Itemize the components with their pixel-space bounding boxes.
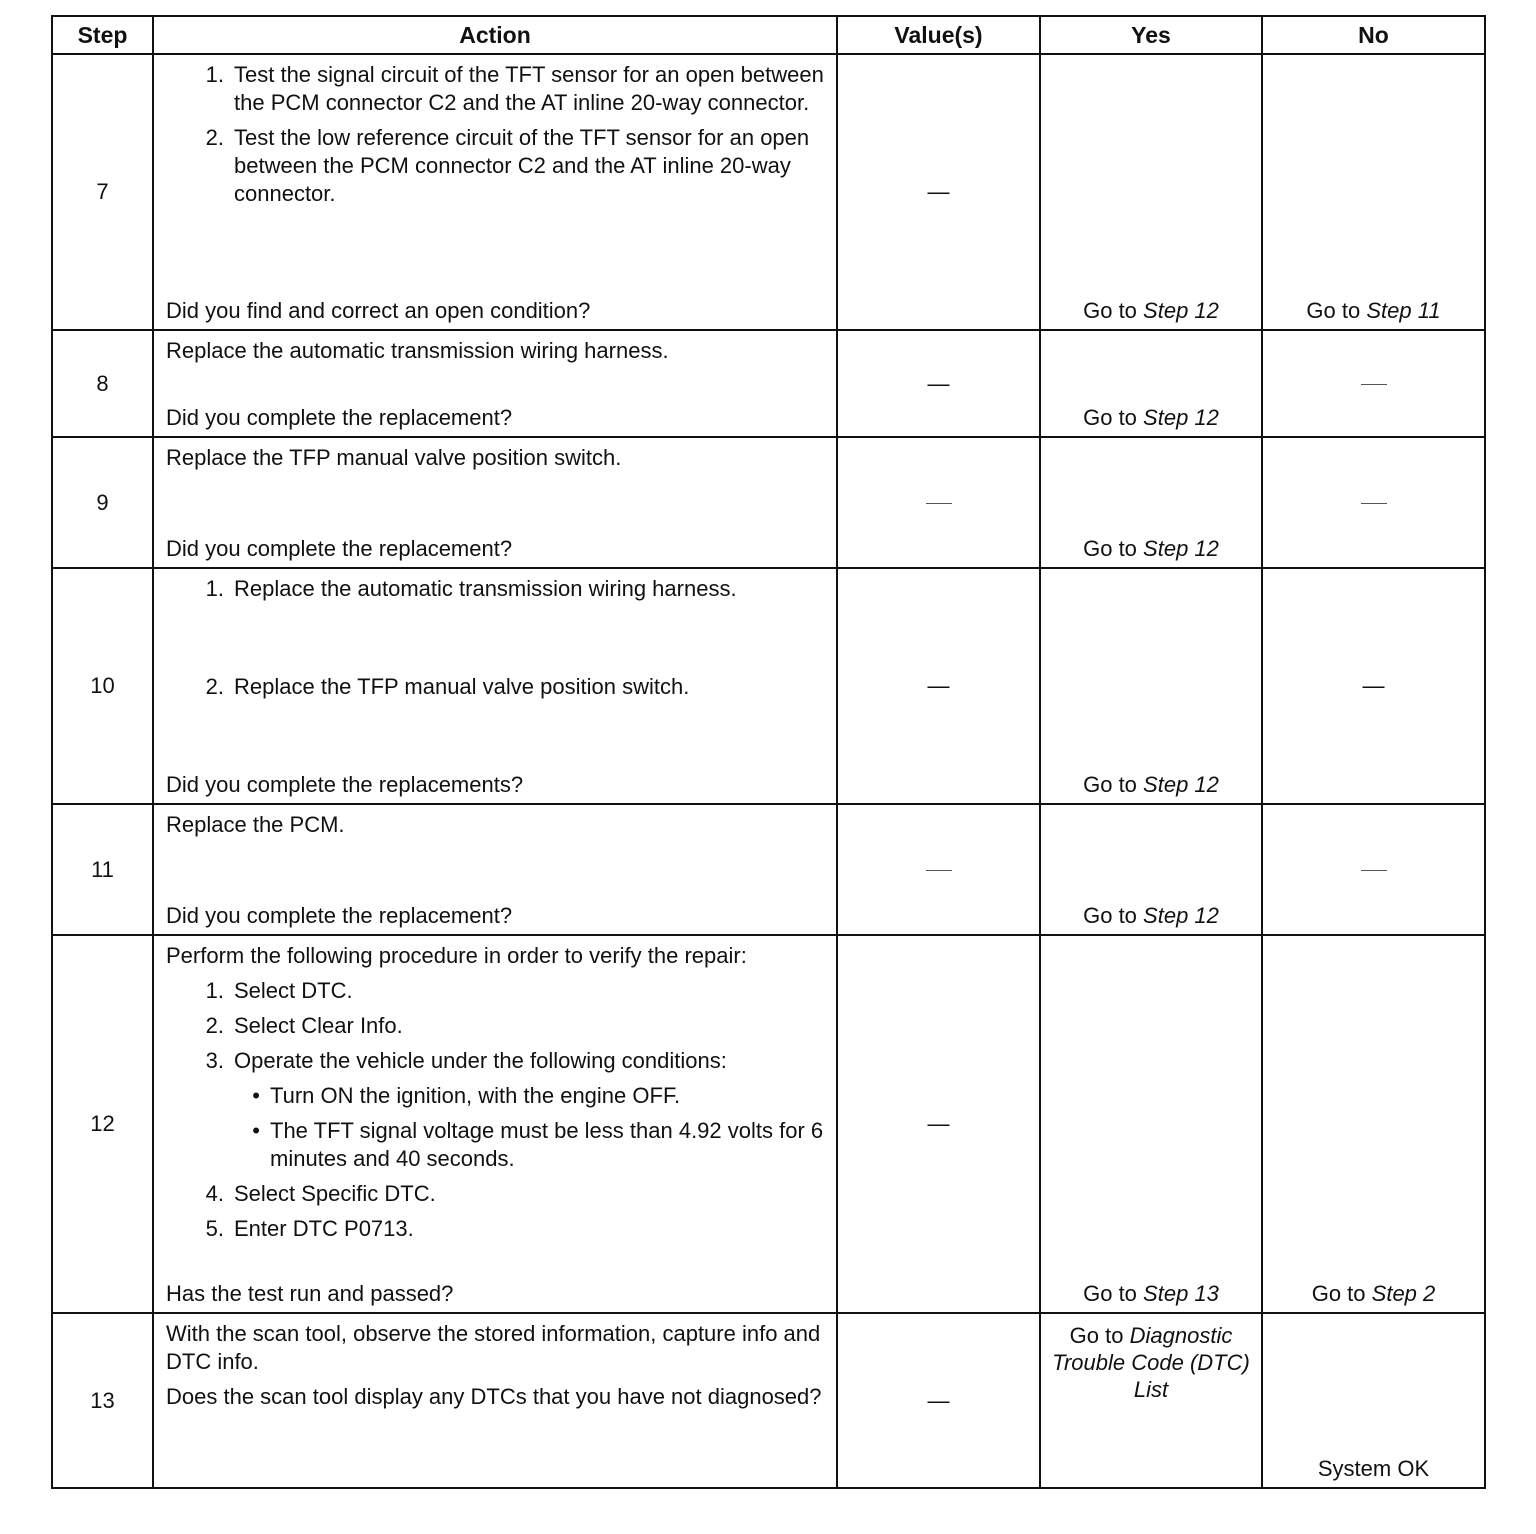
yes-goto[interactable] [1041, 297, 1261, 325]
list-item [166, 1047, 824, 1075]
dash-mark [1361, 503, 1387, 504]
item-number: 2. [205, 125, 224, 150]
no-cell [1262, 935, 1485, 1313]
action-text: Replace the PCM. [166, 812, 345, 837]
goto-prefix: Go to [1083, 536, 1137, 561]
value-cell [837, 804, 1040, 935]
bullet-item [224, 1117, 824, 1173]
goto-target: Step 12 [1143, 772, 1219, 797]
item-text: Replace the TFP manual valve position switch. [234, 674, 690, 699]
item-number: 3. [205, 1048, 224, 1073]
value-dash: — [927, 370, 950, 396]
value-cell [837, 330, 1040, 437]
diagnostic-table [51, 15, 1486, 1489]
goto-prefix: Go to [1083, 298, 1137, 323]
item-text: Test the low reference circuit of the TFT sensor for an open between the PCM connector C2 and the AT inline 20-way connector. [234, 125, 810, 206]
goto-prefix: Go to [1306, 298, 1361, 323]
goto-target: Step 12 [1143, 903, 1219, 928]
action-cell [153, 935, 837, 1313]
goto-target: Step 13 [1143, 1281, 1219, 1306]
bullet-mark: • [252, 1118, 260, 1143]
goto-prefix: Go to [1083, 405, 1137, 430]
item-text: Operate the vehicle under the following conditions: [234, 1048, 727, 1073]
header-values: Value(s) [837, 16, 1040, 54]
value-dash: — [1362, 673, 1385, 698]
yes-goto[interactable] [1041, 1280, 1261, 1308]
question-text: Did you complete the replacement? [166, 536, 513, 561]
question-text: Did you complete the replacement? [166, 903, 513, 928]
action-intro: Perform the following procedure in order to verify the repair: [166, 943, 747, 968]
value-dash: — [927, 1387, 950, 1413]
yes-cell [1040, 54, 1262, 330]
yes-cell [1040, 330, 1262, 437]
value-dash: — [927, 1111, 950, 1136]
dash-mark [1361, 384, 1387, 385]
question-text: Did you complete the replacements? [166, 772, 524, 797]
goto-prefix: Go to [1083, 1281, 1137, 1306]
no-cell [1262, 568, 1485, 804]
list-item [166, 575, 824, 603]
action-text: Replace the automatic transmission wiring harness. [166, 338, 669, 363]
action-text: With the scan tool, observe the stored information, capture info and DTC info. [166, 1321, 821, 1374]
yes-cell [1040, 804, 1262, 935]
item-number: 1. [205, 62, 224, 87]
header-yes: Yes [1040, 16, 1262, 54]
yes-goto[interactable] [1041, 771, 1261, 799]
yes-cell [1040, 1313, 1262, 1488]
list-item [166, 673, 824, 701]
action-cell [153, 804, 837, 935]
item-number: 2. [205, 1013, 224, 1038]
bullet-mark: • [252, 1083, 260, 1108]
table-row-step-11 [52, 804, 1485, 935]
list-item [166, 1012, 824, 1040]
table-row-step-8 [52, 330, 1485, 437]
item-text: Enter DTC P0713. [234, 1216, 414, 1241]
action-cell [153, 1313, 837, 1488]
item-number: 4. [205, 1181, 224, 1206]
yes-goto[interactable] [1041, 404, 1261, 432]
no-goto[interactable] [1263, 297, 1484, 325]
step-number: 8 [52, 330, 153, 437]
item-number: 1. [205, 576, 224, 601]
value-cell [837, 1313, 1040, 1488]
bullet-item [224, 1082, 824, 1110]
header-action: Action [153, 16, 837, 54]
list-item [166, 124, 824, 208]
goto-target: Step 12 [1143, 405, 1219, 430]
table-row-step-7 [52, 54, 1485, 330]
action-cell [153, 568, 837, 804]
step-number: 9 [52, 437, 153, 568]
step-number: 13 [52, 1313, 153, 1488]
step-number: 7 [52, 54, 153, 330]
goto-prefix: Go to [1083, 903, 1137, 928]
dash-mark [926, 870, 952, 871]
yes-goto[interactable] [1041, 535, 1261, 563]
value-dash: — [927, 673, 950, 698]
yes-cell [1040, 437, 1262, 568]
item-text: Test the signal circuit of the TFT sensor for an open between the PCM connector C2 and the AT inline 20-way connector. [234, 62, 824, 115]
no-cell [1262, 330, 1485, 437]
goto-prefix: Go to [1311, 1281, 1366, 1306]
question-text: Has the test run and passed? [166, 1281, 454, 1306]
goto-target: Step 12 [1143, 298, 1219, 323]
value-dash: — [927, 179, 950, 204]
item-number: 2. [205, 674, 224, 699]
dash-mark [926, 503, 952, 504]
action-text: Replace the TFP manual valve position switch. [166, 445, 622, 470]
table-row-step-10 [52, 568, 1485, 804]
goto-prefix: Go to [1069, 1323, 1124, 1348]
goto-prefix: Go to [1083, 772, 1137, 797]
no-cell [1262, 1313, 1485, 1488]
question-text: Does the scan tool display any DTCs that you have not diagnosed? [166, 1384, 822, 1409]
item-text: Select Specific DTC. [234, 1181, 436, 1206]
step-number: 11 [52, 804, 153, 935]
step-number: 12 [52, 935, 153, 1313]
table-row-step-9 [52, 437, 1485, 568]
value-cell [837, 935, 1040, 1313]
no-result: System OK [1317, 1456, 1430, 1481]
list-item [166, 977, 824, 1005]
yes-cell [1040, 568, 1262, 804]
no-cell [1262, 54, 1485, 330]
goto-target: Step 2 [1371, 1281, 1436, 1306]
table-row-step-13 [52, 1313, 1485, 1488]
no-cell [1262, 437, 1485, 568]
item-text: Select DTC. [234, 978, 353, 1003]
value-cell [837, 568, 1040, 804]
item-number: 1. [205, 978, 224, 1003]
no-cell [1262, 804, 1485, 935]
list-item [166, 61, 824, 117]
action-cell [153, 54, 837, 330]
yes-goto[interactable] [1041, 1322, 1261, 1403]
item-text: Replace the automatic transmission wiring harness. [234, 576, 737, 601]
header-row [52, 16, 1485, 54]
question-text: Did you find and correct an open condition? [166, 298, 591, 323]
header-step: Step [52, 16, 153, 54]
bullet-text: The TFT signal voltage must be less than 4.92 volts for 6 minutes and 40 seconds. [270, 1118, 824, 1171]
bullet-text: Turn ON the ignition, with the engine OFF. [270, 1083, 681, 1108]
goto-target: Step 11 [1366, 298, 1441, 323]
header-no: No [1262, 16, 1485, 54]
step-number: 10 [52, 568, 153, 804]
dash-mark [1361, 870, 1387, 871]
goto-target: Diagnostic Trouble Code (DTC) List [1052, 1323, 1250, 1402]
yes-goto[interactable] [1041, 902, 1261, 930]
yes-cell [1040, 935, 1262, 1313]
table-row-step-12 [52, 935, 1485, 1313]
question-text: Did you complete the replacement? [166, 405, 513, 430]
action-cell [153, 437, 837, 568]
action-cell [153, 330, 837, 437]
list-item [166, 1180, 824, 1208]
list-item [166, 1215, 824, 1243]
value-cell [837, 437, 1040, 568]
goto-target: Step 12 [1143, 536, 1219, 561]
item-text: Select Clear Info. [234, 1013, 403, 1038]
item-number: 5. [205, 1216, 224, 1241]
no-goto[interactable] [1263, 1280, 1484, 1308]
value-cell [837, 54, 1040, 330]
